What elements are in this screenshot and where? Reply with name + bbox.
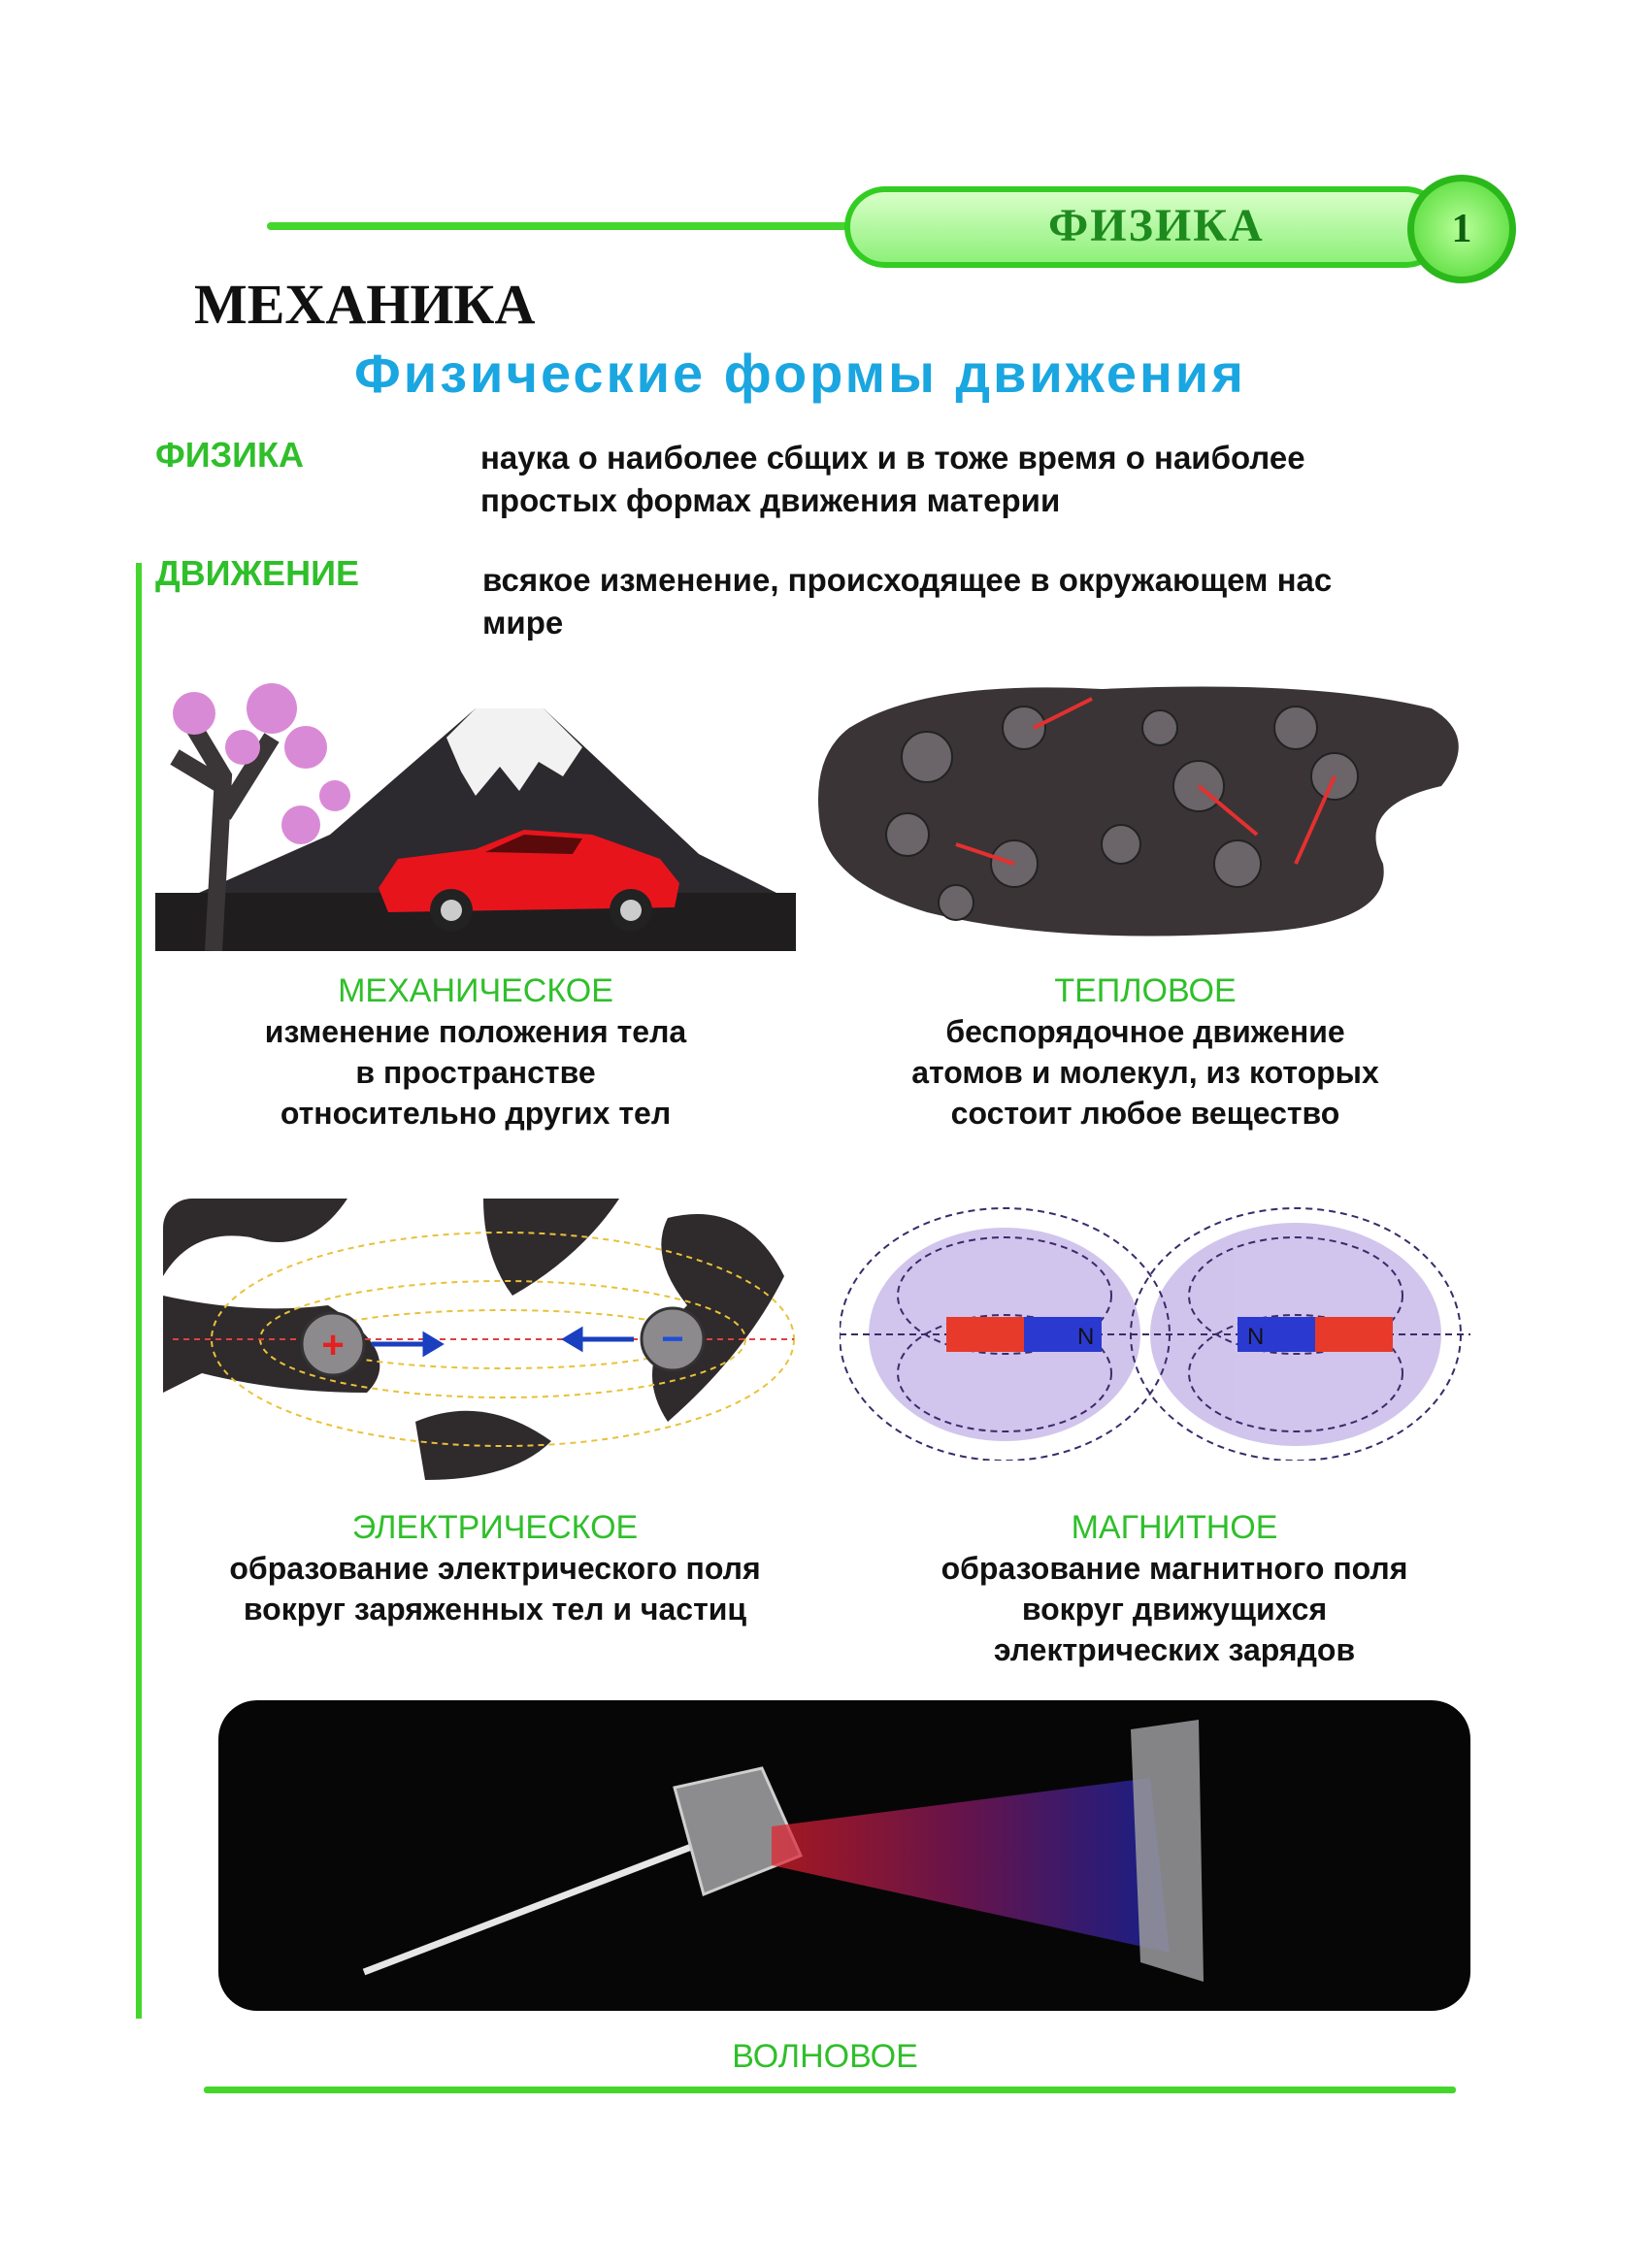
header-rule [267,222,869,230]
magnetic-illustration [840,1199,1470,1461]
form-name-mechanical: МЕХАНИЧЕСКОЕ [338,972,613,1009]
definition-motion: всякое изменение, происходящее в окружающем нас мире [482,562,1333,641]
caption-line: образование магнитного поля [940,1551,1408,1586]
definition-physics: наука о наиболее сбщих и в тоже время о наиболее простых формах движения материи [480,440,1305,518]
form-name-magnetic: МАГНИТНОЕ [1071,1509,1278,1546]
magnet-south-2 [1315,1317,1393,1352]
footer-rule [204,2087,1456,2093]
caption-line: вокруг движущихся [1021,1592,1328,1627]
section-label: ФИЗИКА [1048,200,1265,251]
substance-blob [818,687,1459,937]
mechanical-illustration [155,670,796,951]
electric-illustration [163,1199,813,1480]
caption-mechanical [204,970,747,1134]
left-rule [136,563,142,2019]
caption-wave [631,2036,1019,2077]
page-title: МЕХАНИКА [194,273,536,336]
caption-line: относительно других тел [280,1096,672,1131]
plus-sign: + [321,1324,345,1366]
caption-line: образование электрического поля [229,1551,761,1586]
caption-line: атомов и молекул, из которых [911,1055,1379,1090]
north-label-2: N [1247,1324,1265,1350]
form-name-thermal: ТЕПЛОВОЕ [1054,972,1237,1009]
form-name-electric: ЭЛЕКТРИЧЕСКОЕ [351,1509,639,1546]
caption-thermal [874,970,1417,1134]
caption-line: беспорядочное движение [945,1014,1345,1049]
minus-sign: − [661,1318,684,1361]
page-subtitle: Физические формы движения [354,343,1246,404]
page-number: 1 [1407,175,1516,283]
wave-illustration [218,1700,1470,2011]
form-name-wave: ВОЛНОВОЕ [732,2038,918,2075]
spectrum-fan [772,1778,1170,1953]
caption-magnetic [874,1507,1475,1670]
caption-line: электрических зарядов [993,1632,1356,1667]
term-physics: ФИЗИКА [155,435,304,475]
caption-line: в пространстве [355,1055,596,1090]
caption-electric [184,1507,806,1629]
caption-line: состоит любое вещество [950,1096,1340,1131]
screen [1131,1720,1204,1982]
term-motion: ДВИЖЕНИЕ [155,553,359,593]
caption-line: вокруг заряженных тел и частиц [243,1592,747,1627]
caption-line: изменение положения тела [264,1014,687,1049]
light-ray [364,1846,694,1972]
thermal-illustration [810,670,1480,951]
magnet-south [946,1317,1024,1352]
north-label: N [1077,1324,1095,1350]
